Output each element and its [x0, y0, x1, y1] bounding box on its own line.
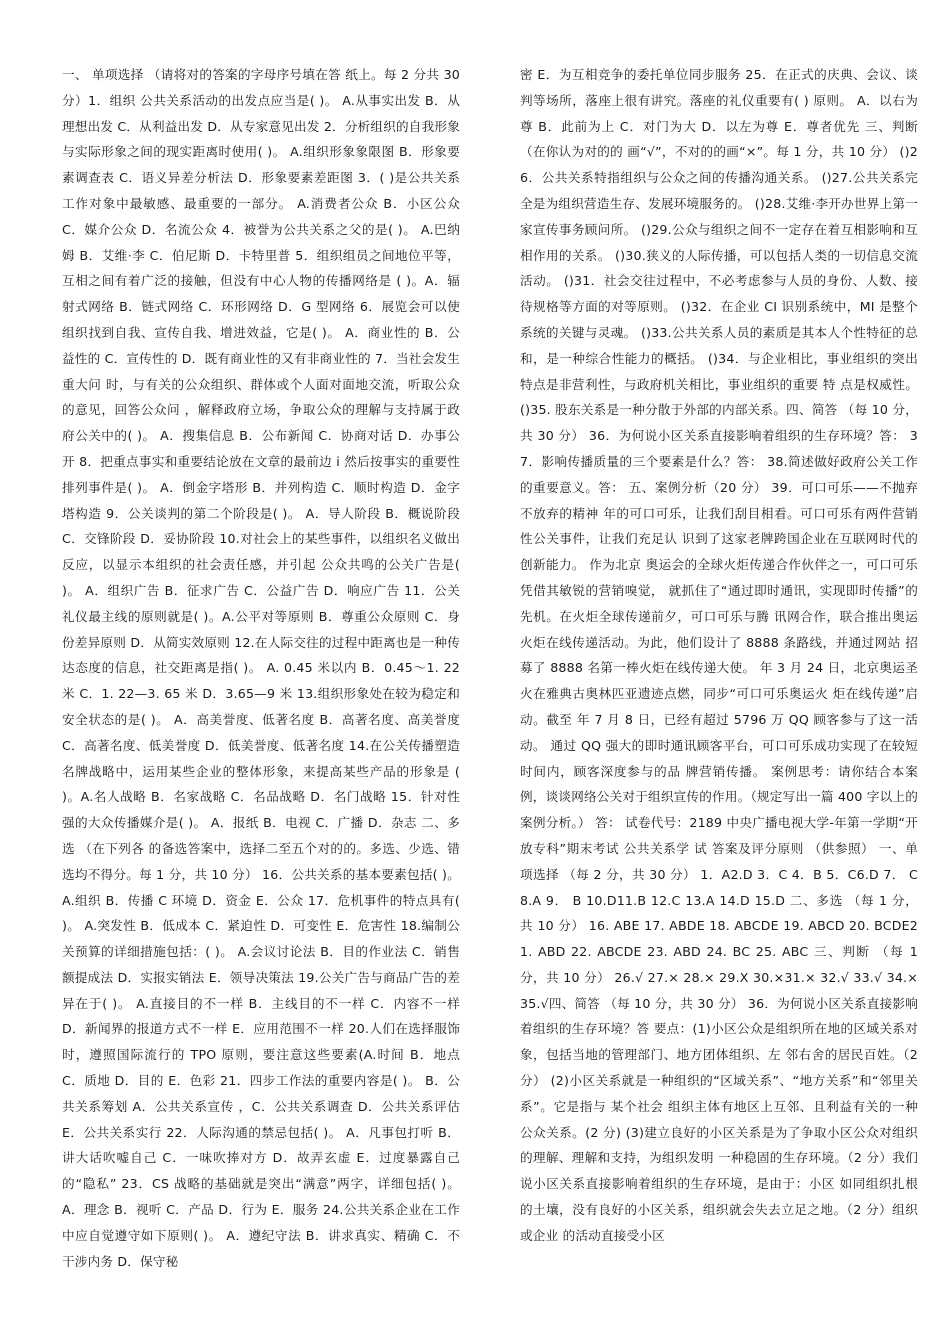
left-text-column	[62, 62, 460, 1274]
right-column-text: 密 E．为互相竞争的委托单位同步服务 25．在正式的庆典、会议、谈判等场所，落座上很有讲究。落座的礼仪重要有( ) 原则。 A．以右为尊 B．此前为上 C．对门为大 D．以左为尊 E．尊者优先 三、判断 （在你认为对的的 画“√”，不对的的画“×”。每 1 分，共 10 分） ()26．公共关系特指组织与公众之间的传播沟通关系。 ()27.公共关系完全是为组织营造生存、发展环境服务的。 ()28.艾维·李开办世界上第一家宣传事务顾问所。 ()29.公众与组织之间不一定存在着互相影响和互相作用的关系。 ()30.狭义的人际传播，可以包括人类的一切信息交流活动。 ()31．社会交往过程中，不必考虑参与人员的身份、人数、接待规格等方面的对等原则。 ()32．在企业 CI 识别系统中，MI 是整个系统的关键与灵魂。 ()33.公共关系人员的素质是其本人个性特征的总和，是一种综合性能力的概括。 ()34．与企业相比，事业组织的突出特点是非营利性，与政府机关相比，事业组织的重要 特 点是权威性。 ()35. 股东关系是一种分散于外部的内部关系。四、简答 （每 10 分，共 30 分） 36．为何说小区关系直接影响着组织的生存环境？答： 37．影响传播质量的三个要素是什么？答： 38.简述做好政府公关工作的重要意义。答： 五、案例分析（20 分） 39．可口可乐——不抛弃不放弃的精神 年的可口可乐，让我们刮目相看。可口可乐有两件营销性公关事件，让我们充足认 识到了这家老牌跨国企业在互联网时代的创新能力。 作为北京 奥运会的全球火炬传递合作伙伴之一，可口可乐凭借其敏锐的营销嗅觉， 就抓住了“通过即时通讯，实现即时传播”的先机。在火炬全球传递前夕，可口可乐与腾 讯网合作，联合推出奥运火炬在线传递活动。为此，他们设计了 8888 条路线，并通过网站 招募了 8888 名第一棒火炬在线传递大使。 年 3 月 24 日，北京奥运圣火在雅典古奥林匹亚遗迹点燃，同步“可口可乐奥运火 炬在线传递”启动。截至 年 7 月 8 日，已经有超过 5796 万 QQ 顾客参与了这一活动。 通过 QQ 强大的即时通讯顾客平台，可口可乐成功实现了在较短时间内，顾客深度参与的品 牌营销传播。 案例思考：请你结合本案例，谈谈网络公关对于组织宣传的作用。（规定写出一篇 400 字以上的案例分析。） 答： 试卷代号：2189 中央广播电视大学-年第一学期“开放专科”期末考试 公共关系学 试 答案及评分原则 （供参照） 一、单项选择 （每 2 分，共 30 分） 1．A2.D 3．C 4．B 5．C6.D 7． C 8.A 9． B 10.D11.B 12.C 13.A 14.D 15.D 二、多选 （每 1 分，共 10 分） 16. ABE 17. ABDE 18. ABCDE 19. ABCD 20. BCDE21. ABD 22. ABCDE 23. ABD 24. BC 25. ABC 三、判断 （每 1 分，共 10 分） 26.√ 27.× 28.× 29.X 30.×31.× 32.√ 33.√ 34.× 35.√四、简答 （每 10 分，共 30 分） 36．为何说小区关系直接影响着组织的生存环境？答 要点：(1)小区公众是组织所在地的区域关系对象，包括当地的管理部门、地方团体组织、左 邻右舍的居民百姓。（2 分） (2)小区关系就是一种组织的“区域关系”、“地方关系”和“邻里关系”。它是指与 某个社会 组织主体有地区上互邻、且利益有关的一种公众关系。(2 分) (3)建立良好的小区关系是为了争取小区公众对组织的理解、理解和支持，为组织发明 一种稳固的生存环境。（2 分）我们说小区关系直接影响着组织的生存环境，是由于：小区 如同组织扎根的土壤，没有良好的小区关系，组织就会失去立足之地。（2 分）组织或企业 的活动直接受小区	[520, 67, 918, 1243]
left-column-text: 一、 单项选择 （请将对的答案的字母序号填在答 纸上。每 2 分共 30 分）1．组织 公共关系活动的出发点应当是( )。 A.从事实出发 B．从理想出发 C．从利益出发 D．从专家意见出发 2．分析组织的自我形象与实际形象之间的现实距离时使用( )。 A.组织形象象限图 B．形象要素调查表 C．语义异差分析法 D．形象要素差距图 3．( )是公共关系工作对象中最敏感、最重要的一部分。 A.消费者公众 B．小区公众 C．媒介公众 D．名流公众 4．被誉为公共关系之父的是( )。 A.巴纳姆 B．艾维·李 C．伯尼斯 D．卡特里普 5．组织组员之间地位平等，互相之间有着广泛的接触，但没有中心人物的传播网络是 ( )。A．辐射式网络 B．链式网络 C．环形网络 D．G 型网络 6．展览会可以使组织找到自我、宣传自我、增进效益，它是( )。 A．商业性的 B．公益性的 C．宣传性的 D．既有商业性的又有非商业性的 7．当社会发生重大问 时，与有关的公众组织、群体或个人面对面地交流，听取公众 的意见，回答公众问 ，解释政府立场，争取公众的理解与支持属于政府公关中的( )。 A．搜集信息 B．公布新闻 C．协商对话 D．办事公开 8．把重点事实和重要结论放在文章的最前边 i 然后按事实的重要性排列事件是( )。 A．倒金字塔形 B．并列构造 C．顺时构造 D．金字塔构造 9．公关谈判的第二个阶段是( )。 A．导人阶段 B．概说阶段 C．交锋阶段 D．妥协阶段 10.对社会上的某些事件，以组织名义做出反应，以显示本组织的社会责任感，并引起 公众共鸣的公关广告是( )。 A．组织广告 B．征求广告 C．公益广告 D．响应广告 11．公关礼仪最主线的原则就是( )。A.公平对等原则 B．尊重公众原则 C．身份差异原则 D．从简实效原则 12.在人际交往的过程中距离也是一种传达态度的信息，社交距离是指( )。 A. 0.45 米以内 B．0.45～1. 22 米 C．1. 22—3. 65 米 D．3.65—9 米 13.组织形象处在较为稳定和安全状态的是( )。 A．高美誉度、低著名度 B．高著名度、高美誉度 C．高著名度、低美誉度 D．低美誉度、低著名度 14.在公关传播塑造名牌战略中，运用某些企业的整体形象，来提高某些产品的形象是 ( )。A.名人战略 B．名家战略 C．名品战略 D．名门战略 15．针对性强的大众传播媒介是( )。 A．报纸 B．电视 C．广播 D．杂志 二、多选 （在下列各 的备选答案中，选择二至五个对的的。多选、少选、错 选均不得分。每 1 分，共 10 分） 16．公共关系的基本要素包括( )。 A.组织 B．传播 C 环境 D．资金 E．公众 17．危机事件的特点具有( )。 A.突发性 B．低成本 C．紧迫性 D．可变性 E．危害性 18.编制公关预算的详细措施包括：( )。 A.会议讨论法 B．目的作业法 C．销售额提成法 D．实报实销法 E．领导决策法 19.公关广告与商品广告的差异在于( )。 A.直接目的不一样 B．主线目的不一样 C．内容不一样 D．新闻界的报道方式不一样 E．应用范围不一样 20.人们在选择服饰时，遵照国际流行的 TPO 原则，要注意这些要素(A.时间 B．地点 C．质地 D．目的 E．色彩 21．四步工作法的重要内容是( )。 B．公共关系筹划 A．公共关系宣传 ，C．公共关系调查 D．公共关系评估 E．公共关系实行 22．人际沟通的禁忌包括( )。 A．凡事包打听 B．讲大话吹嘘自己 C．一味吹捧对方 D．故弄玄虚 E．过度暴露自己的“隐私” 23．CS 战略的基础就是突出“满意”两字，详细包括( )。 A．理念 B．视听 C．产品 D．行为 E．服务 24.公共关系企业在工作中应自觉遵守如下原则( )。 A．遵纪守法 B．讲求真实、精确 C．不干涉内务 D．保守秘	[62, 67, 460, 1269]
right-text-column	[520, 62, 918, 1249]
